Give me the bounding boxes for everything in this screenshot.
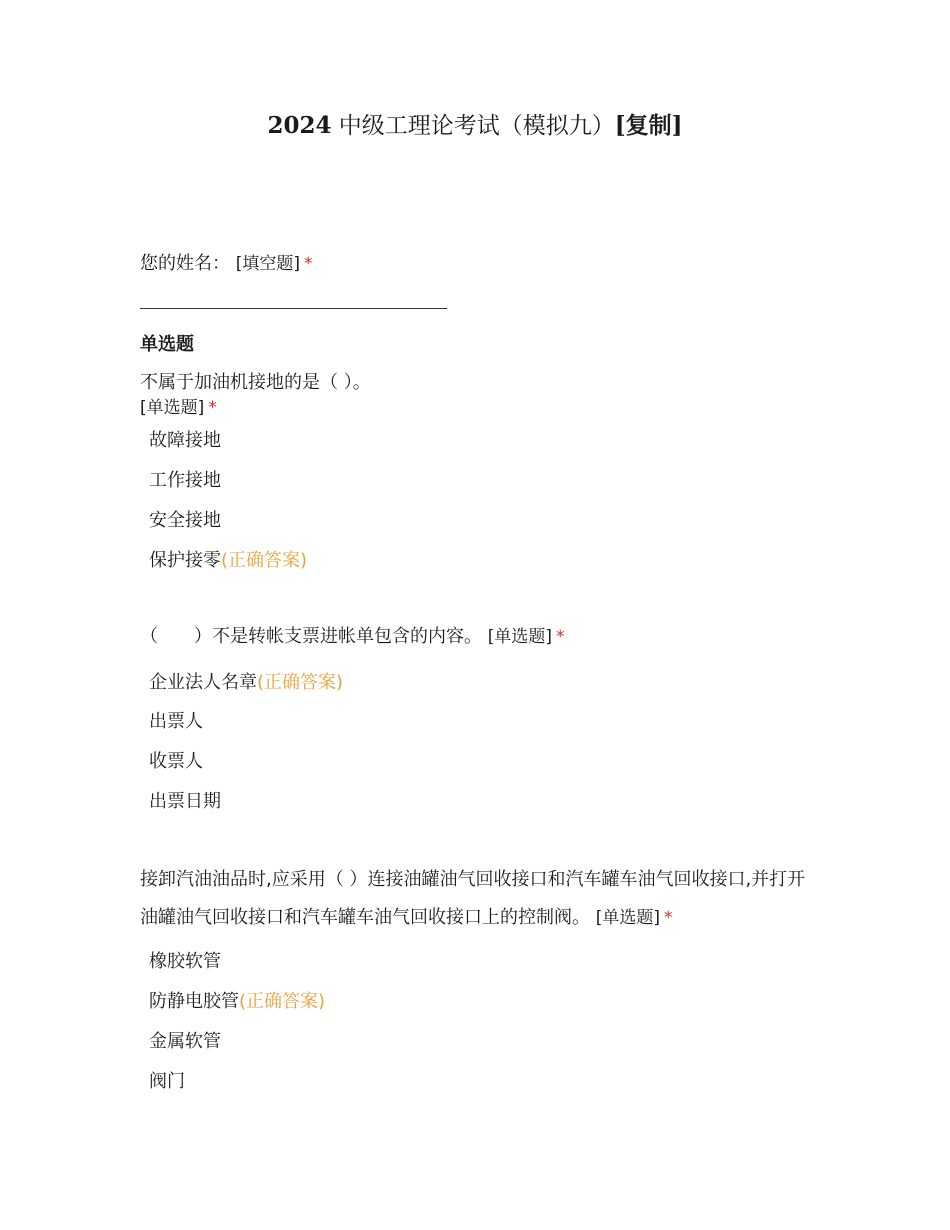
question-1-type-tag: [单选题]	[140, 398, 205, 418]
page-title	[0, 110, 950, 142]
question-2-option-3[interactable]: 收票人	[149, 751, 203, 772]
question-1-meta	[140, 395, 217, 421]
question-3-text: 接卸汽油油品时,应采用（ ）连接油罐油气回收接口和汽车罐车油气回收接口,并打开油罐油气回收接口和汽车罐车油气回收接口上的控制阀。	[140, 869, 806, 928]
question-3-option-4[interactable]: 阀门	[149, 1071, 185, 1092]
option-label: 防静电胶管	[149, 991, 239, 1012]
required-mark: *	[556, 627, 565, 647]
name-label: 您的姓名：	[140, 253, 230, 274]
question-1-option-4[interactable]	[149, 548, 307, 574]
required-mark: *	[208, 398, 217, 418]
title-year: 2024	[267, 112, 332, 139]
option-label: 保护接零	[149, 550, 221, 571]
question-2	[140, 624, 565, 650]
correct-answer-mark: (正确答案)	[221, 550, 308, 571]
name-question	[140, 251, 313, 277]
question-3-option-1[interactable]: 橡胶软管	[149, 951, 221, 972]
question-1-option-1[interactable]: 故障接地	[149, 430, 221, 451]
title-copy-tag: [复制]	[614, 112, 683, 139]
question-2-type-tag: [单选题]	[487, 627, 552, 647]
correct-answer-mark: (正确答案)	[239, 991, 326, 1012]
question-2-option-1[interactable]	[149, 670, 343, 696]
correct-answer-mark: (正确答案)	[257, 672, 344, 693]
question-2-text: （ ）不是转帐支票进帐单包含的内容。	[140, 626, 482, 647]
title-main: 中级工理论考试（模拟九）	[338, 113, 615, 139]
section-title: 单选题	[140, 334, 194, 355]
required-mark: *	[304, 254, 313, 274]
name-input-line[interactable]	[140, 308, 447, 309]
question-2-option-2[interactable]: 出票人	[149, 711, 203, 732]
question-1-option-2[interactable]: 工作接地	[149, 470, 221, 491]
question-3-option-2[interactable]	[149, 989, 325, 1015]
question-3-type-tag: [单选题]	[595, 908, 660, 928]
question-3	[140, 861, 820, 937]
name-type-tag: [填空题]	[235, 254, 300, 274]
question-1-text: 不属于加油机接地的是（ ）。	[140, 372, 371, 393]
required-mark: *	[664, 908, 673, 928]
question-1-option-3[interactable]: 安全接地	[149, 510, 221, 531]
option-label: 企业法人名章	[149, 672, 257, 693]
question-3-option-3[interactable]: 金属软管	[149, 1031, 221, 1052]
question-2-option-4[interactable]: 出票日期	[149, 791, 221, 812]
